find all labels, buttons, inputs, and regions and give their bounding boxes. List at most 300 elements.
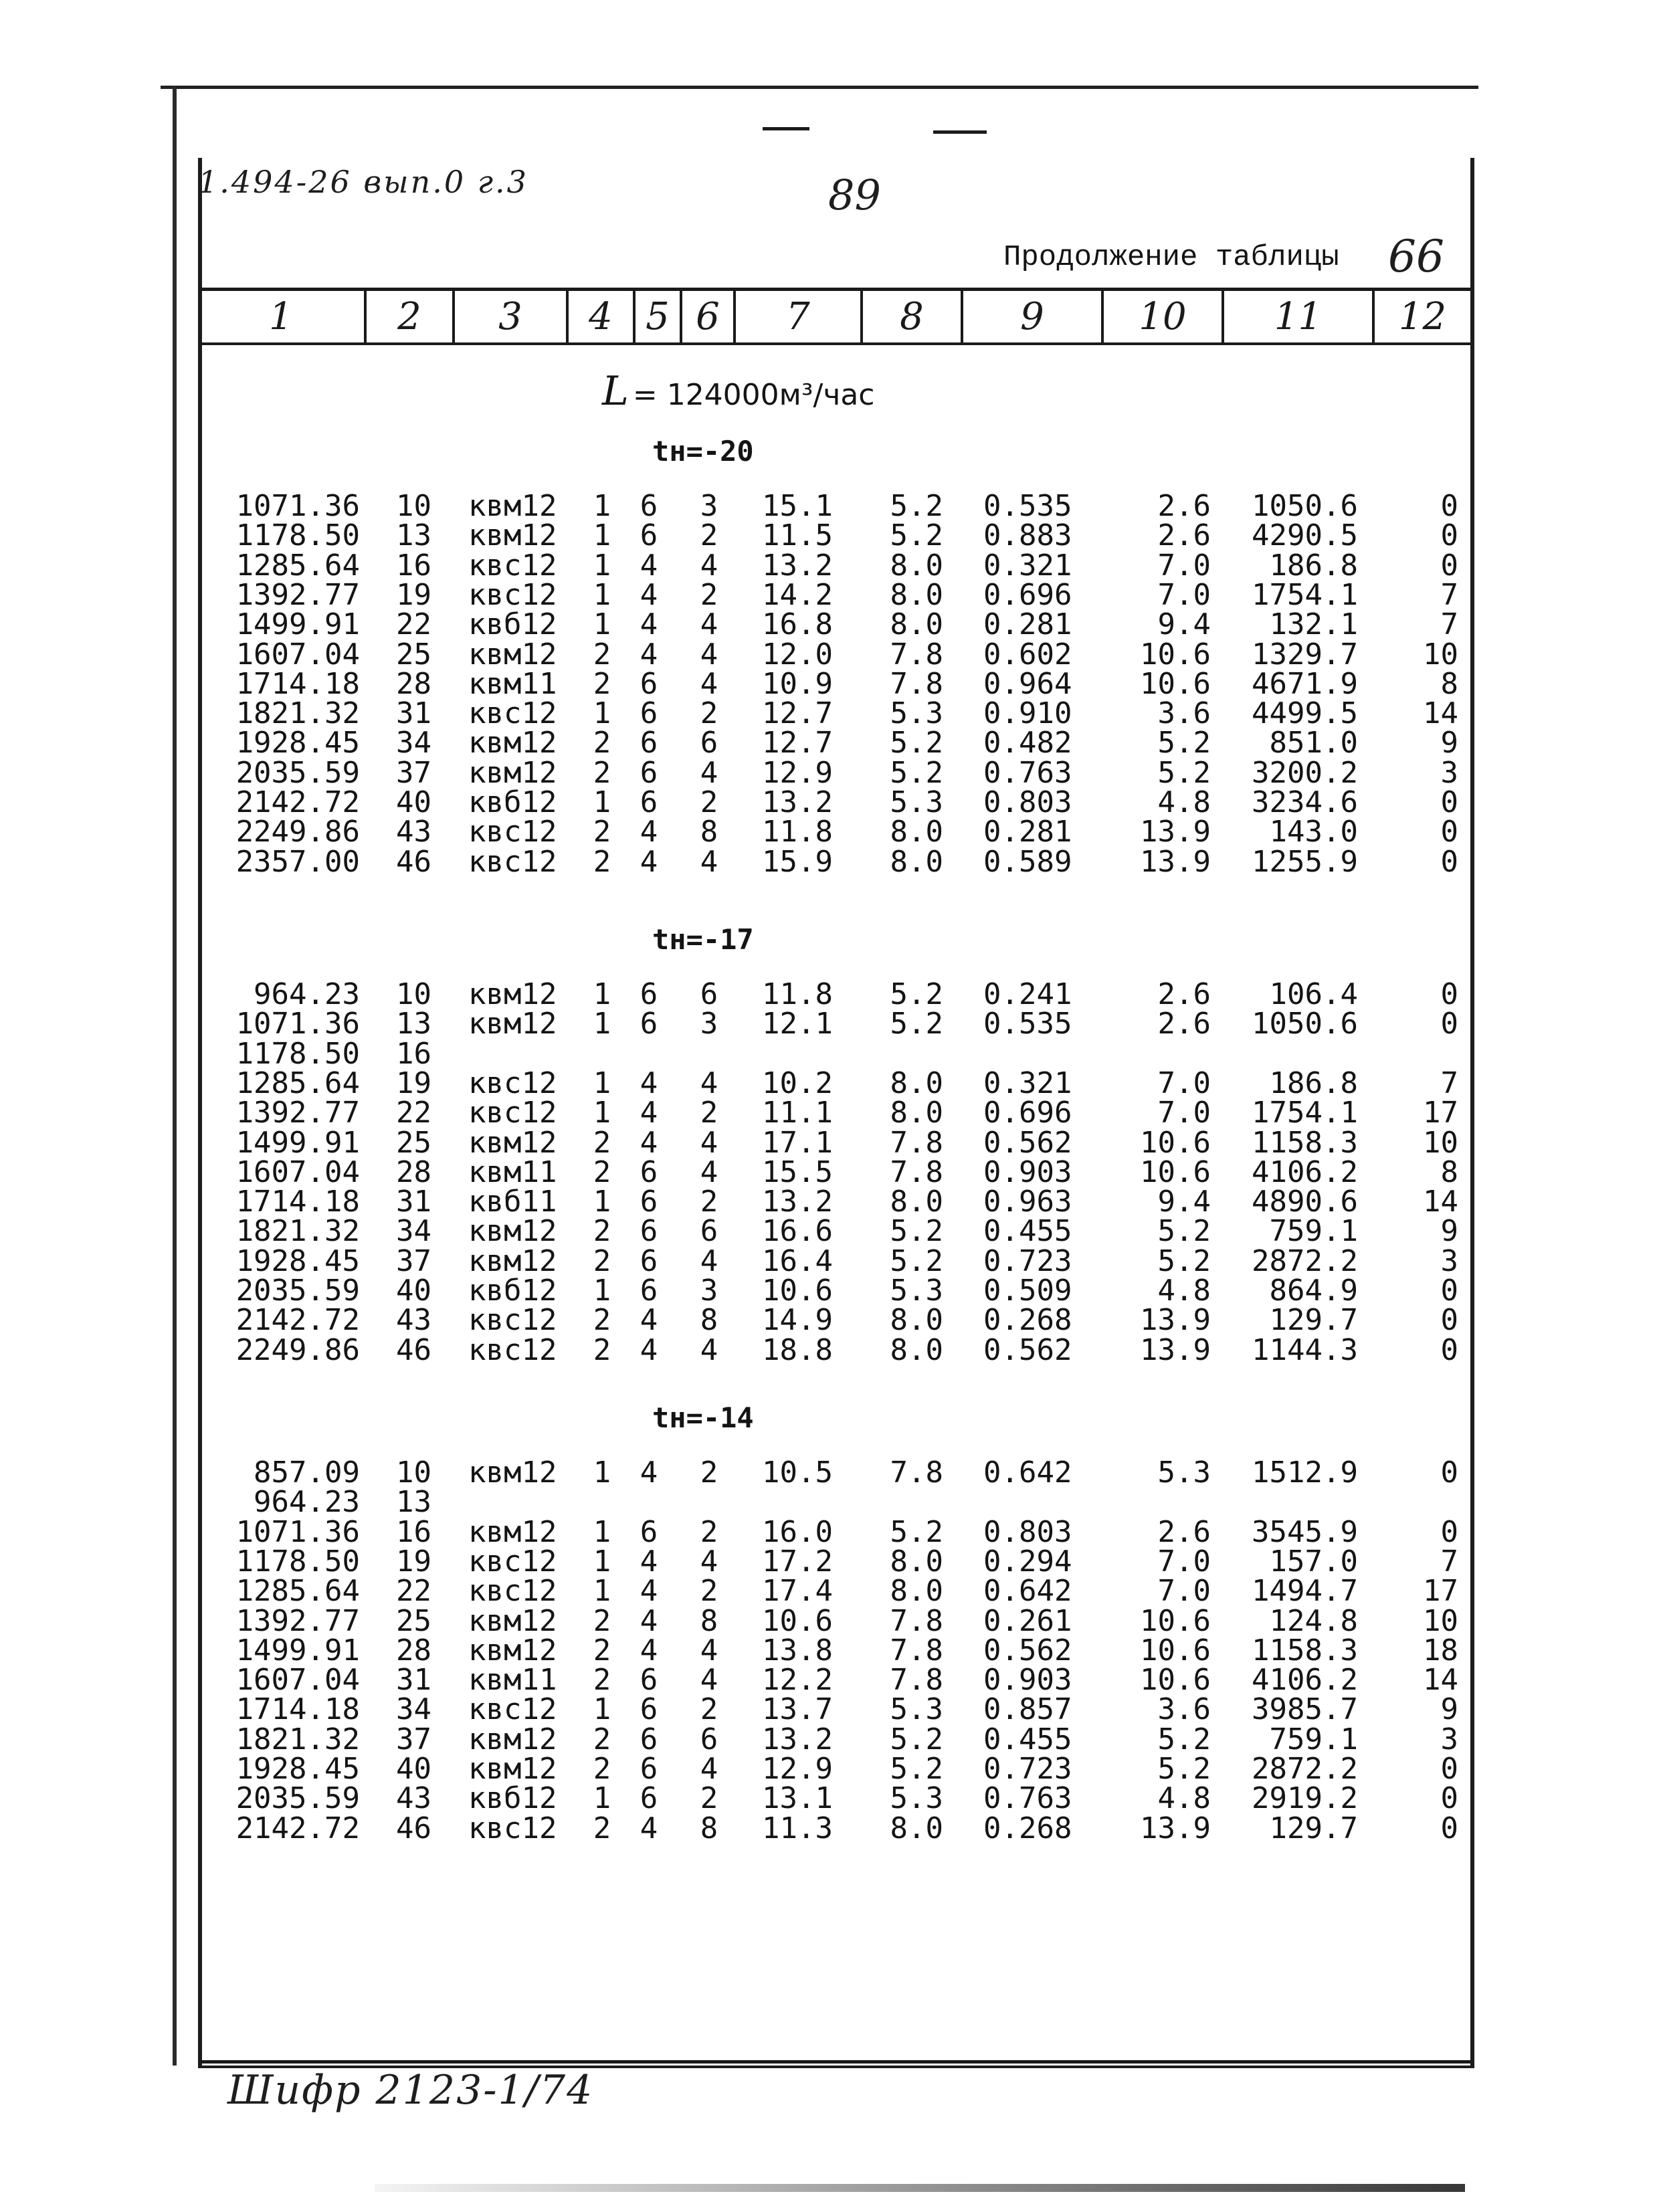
table-cell-col-5: 6 xyxy=(640,1514,658,1549)
table-cell-col-3: квс12 xyxy=(468,577,557,612)
table-cell-col-2: 43 xyxy=(396,1303,431,1338)
table-cell-col-10: 5.3 xyxy=(1157,1455,1211,1490)
table-cell-col-2: 16 xyxy=(396,1036,431,1071)
table-cell-col-8: 5.2 xyxy=(890,1243,943,1278)
table-cell-col-4: 1 xyxy=(593,518,611,553)
table-cell-col-5: 4 xyxy=(640,607,658,642)
table-cell-col-6: 2 xyxy=(700,1781,718,1816)
table-cell-col-3: квм12 xyxy=(468,1455,557,1490)
table-row xyxy=(0,1603,1659,1638)
table-cell-col-12: 17 xyxy=(1423,1574,1458,1609)
table-cell-col-4: 1 xyxy=(593,1514,611,1549)
table-cell-col-5: 6 xyxy=(640,696,658,731)
table-cell-col-4: 1 xyxy=(593,696,611,731)
table-cell-col-9: 0.763 xyxy=(983,1781,1072,1816)
table-cell-col-11: 759.1 xyxy=(1269,1722,1358,1756)
table-cell-col-8: 5.3 xyxy=(890,1692,943,1727)
table-cell-col-5: 6 xyxy=(640,1781,658,1816)
table-cell-col-7: 10.5 xyxy=(762,1455,833,1490)
table-row xyxy=(0,1125,1659,1160)
table-row xyxy=(0,637,1659,672)
table-cell-col-1: 1178.50 xyxy=(235,518,360,553)
table-cell-col-5: 6 xyxy=(640,1663,658,1698)
table-cell-col-7: 16.0 xyxy=(762,1514,833,1549)
table-cell-col-2: 13 xyxy=(396,1485,431,1520)
table-cell-col-5: 4 xyxy=(640,1603,658,1638)
table-cell-col-10: 9.4 xyxy=(1157,607,1211,642)
table-cell-col-12: 8 xyxy=(1440,1154,1458,1189)
table-cell-col-11: 3200.2 xyxy=(1252,755,1358,790)
table-cell-col-11: 132.1 xyxy=(1269,607,1358,642)
table-cell-col-5: 6 xyxy=(640,1007,658,1041)
table-cell-col-1: 1499.91 xyxy=(235,607,360,642)
header-rule xyxy=(198,342,1470,345)
table-cell-col-6: 4 xyxy=(700,1663,718,1698)
table-cell-col-4: 1 xyxy=(593,1781,611,1816)
table-cell-col-11: 157.0 xyxy=(1269,1544,1358,1579)
table-cell-col-9: 0.602 xyxy=(983,637,1072,672)
table-cell-col-2: 16 xyxy=(396,548,431,583)
table-cell-col-2: 46 xyxy=(396,1811,431,1845)
table-cell-col-6: 4 xyxy=(700,1332,718,1367)
table-row xyxy=(0,1485,1659,1520)
table-cell-col-6: 4 xyxy=(700,844,718,879)
column-header-9: 9 xyxy=(963,291,1104,342)
table-cell-col-3: квм11 xyxy=(468,1154,557,1189)
table-cell-col-1: 1071.36 xyxy=(235,489,360,523)
table-cell-col-5: 4 xyxy=(640,1125,658,1160)
table-cell-col-11: 1144.3 xyxy=(1252,1332,1358,1367)
table-row xyxy=(0,1781,1659,1816)
table-continued-label: Продолжение таблицы xyxy=(1003,241,1339,274)
table-cell-col-12: 3 xyxy=(1440,755,1458,790)
column-header-8: 8 xyxy=(863,291,963,342)
table-row xyxy=(0,548,1659,583)
table-cell-col-9: 0.261 xyxy=(983,1603,1072,1638)
table-cell-col-9: 0.281 xyxy=(983,607,1072,642)
table-cell-col-10: 3.6 xyxy=(1157,1692,1211,1727)
table-cell-col-9: 0.535 xyxy=(983,1007,1072,1041)
table-cell-col-2: 22 xyxy=(396,1096,431,1130)
table-cell-col-4: 2 xyxy=(593,815,611,849)
table-cell-col-11: 1255.9 xyxy=(1252,844,1358,879)
table-cell-col-5: 4 xyxy=(640,1332,658,1367)
table-cell-col-1: 1392.77 xyxy=(235,1096,360,1130)
table-cell-col-5: 4 xyxy=(640,548,658,583)
table-cell-col-1: 2142.72 xyxy=(235,785,360,819)
table-cell-col-2: 19 xyxy=(396,1544,431,1579)
table-cell-col-3: квс12 xyxy=(468,1544,557,1579)
table-cell-col-8: 5.2 xyxy=(890,1007,943,1041)
table-cell-col-11: 4290.5 xyxy=(1252,518,1358,553)
table-cell-col-1: 1607.04 xyxy=(235,637,360,672)
table-row xyxy=(0,755,1659,790)
table-cell-col-12: 14 xyxy=(1423,1663,1458,1698)
table-cell-col-2: 19 xyxy=(396,577,431,612)
table-cell-col-3: квм12 xyxy=(468,726,557,761)
table-cell-col-9: 0.964 xyxy=(983,666,1072,701)
table-cell-col-9: 0.294 xyxy=(983,1544,1072,1579)
table-cell-col-2: 40 xyxy=(396,1274,431,1308)
table-cell-col-3: квм12 xyxy=(468,1514,557,1549)
table-cell-col-9: 0.903 xyxy=(983,1154,1072,1189)
table-cell-col-9: 0.562 xyxy=(983,1332,1072,1367)
table-cell-col-2: 28 xyxy=(396,666,431,701)
table-cell-col-4: 1 xyxy=(593,1574,611,1609)
table-cell-col-3: квм12 xyxy=(468,755,557,790)
table-cell-col-4: 1 xyxy=(593,1066,611,1100)
section-title: tн=-17 xyxy=(652,923,754,956)
table-cell-col-12: 0 xyxy=(1440,1811,1458,1845)
table-cell-col-9: 0.509 xyxy=(983,1274,1072,1308)
table-cell-col-8: 8.0 xyxy=(890,548,943,583)
column-header-12: 12 xyxy=(1398,295,1447,338)
table-cell-col-10: 10.6 xyxy=(1140,637,1211,672)
table-cell-col-12: 0 xyxy=(1440,1303,1458,1338)
table-cell-col-1: 1285.64 xyxy=(235,1066,360,1100)
table-cell-col-8: 8.0 xyxy=(890,577,943,612)
table-cell-col-2: 31 xyxy=(396,1185,431,1219)
table-cell-col-1: 1285.64 xyxy=(235,1574,360,1609)
table-cell-col-3: квб12 xyxy=(468,1274,557,1308)
table-cell-col-3: квм12 xyxy=(468,1603,557,1638)
table-cell-col-4: 2 xyxy=(593,666,611,701)
table-cell-col-7: 10.6 xyxy=(762,1603,833,1638)
table-cell-col-10: 2.6 xyxy=(1157,518,1211,553)
table-cell-col-6: 6 xyxy=(700,1722,718,1756)
table-cell-col-11: 1754.1 xyxy=(1252,1096,1358,1130)
table-cell-col-4: 2 xyxy=(593,1332,611,1367)
table-cell-col-9: 0.763 xyxy=(983,755,1072,790)
page-number: 89 xyxy=(828,171,881,219)
table-cell-col-11: 1512.9 xyxy=(1252,1455,1358,1490)
table-cell-col-4: 2 xyxy=(593,726,611,761)
table-cell-col-4: 1 xyxy=(593,1544,611,1579)
table-cell-col-7: 11.5 xyxy=(762,518,833,553)
table-row xyxy=(0,1036,1659,1071)
table-cell-col-1: 2142.72 xyxy=(235,1811,360,1845)
table-row xyxy=(0,1633,1659,1668)
table-cell-col-6: 4 xyxy=(700,1633,718,1668)
table-cell-col-11: 1494.7 xyxy=(1252,1574,1358,1609)
table-cell-col-12: 10 xyxy=(1423,1603,1458,1638)
table-cell-col-10: 7.0 xyxy=(1157,1096,1211,1130)
table-cell-col-8: 5.2 xyxy=(890,1514,943,1549)
table-cell-col-10: 2.6 xyxy=(1157,489,1211,523)
table-cell-col-6: 2 xyxy=(700,1455,718,1490)
table-row xyxy=(0,1722,1659,1756)
table-cell-col-6: 4 xyxy=(700,755,718,790)
table-cell-col-7: 10.9 xyxy=(762,666,833,701)
table-cell-col-6: 4 xyxy=(700,1243,718,1278)
table-cell-col-5: 4 xyxy=(640,1066,658,1100)
table-row xyxy=(0,1214,1659,1249)
table-cell-col-1: 2035.59 xyxy=(235,755,360,790)
footer-rule xyxy=(198,2060,1470,2064)
table-cell-col-1: 2142.72 xyxy=(235,1303,360,1338)
table-cell-col-4: 2 xyxy=(593,1603,611,1638)
table-cell-col-8: 8.0 xyxy=(890,844,943,879)
table-cell-col-4: 2 xyxy=(593,1663,611,1698)
table-cell-col-6: 4 xyxy=(700,1066,718,1100)
table-cell-col-5: 4 xyxy=(640,1633,658,1668)
table-cell-col-12: 0 xyxy=(1440,548,1458,583)
table-cell-col-4: 1 xyxy=(593,489,611,523)
table-cell-col-5: 6 xyxy=(640,1722,658,1756)
table-cell-col-11: 851.0 xyxy=(1269,726,1358,761)
table-cell-col-12: 10 xyxy=(1423,1125,1458,1160)
table-cell-col-4: 2 xyxy=(593,1633,611,1668)
table-cell-col-6: 4 xyxy=(700,637,718,672)
table-row xyxy=(0,1332,1659,1367)
table-cell-col-4: 1 xyxy=(593,577,611,612)
table-cell-col-9: 0.268 xyxy=(983,1811,1072,1845)
table-cell-col-2: 13 xyxy=(396,1007,431,1041)
table-cell-col-8: 5.2 xyxy=(890,726,943,761)
table-row xyxy=(0,1544,1659,1579)
table-cell-col-6: 8 xyxy=(700,815,718,849)
table-cell-col-12: 18 xyxy=(1423,1633,1458,1668)
table-cell-col-6: 3 xyxy=(700,1007,718,1041)
table-cell-col-12: 0 xyxy=(1440,815,1458,849)
table-cell-col-7: 12.2 xyxy=(762,1663,833,1698)
table-cell-col-7: 17.1 xyxy=(762,1125,833,1160)
table-cell-col-7: 15.9 xyxy=(762,844,833,879)
table-cell-col-5: 6 xyxy=(640,785,658,819)
table-cell-col-9: 0.963 xyxy=(983,1185,1072,1219)
column-header-11: 11 xyxy=(1224,291,1375,342)
table-cell-col-6: 6 xyxy=(700,977,718,1011)
table-cell-col-3: квс12 xyxy=(468,1692,557,1727)
table-cell-col-7: 16.6 xyxy=(762,1214,833,1249)
table-cell-col-8: 8.0 xyxy=(890,1332,943,1367)
table-cell-col-2: 46 xyxy=(396,844,431,879)
table-cell-col-5: 4 xyxy=(640,815,658,849)
table-cell-col-1: 1714.18 xyxy=(235,666,360,701)
table-cell-col-2: 40 xyxy=(396,1752,431,1786)
table-cell-col-12: 0 xyxy=(1440,1514,1458,1549)
table-cell-col-2: 10 xyxy=(396,977,431,1011)
table-cell-col-11: 2919.2 xyxy=(1252,1781,1358,1816)
table-cell-col-10: 5.2 xyxy=(1157,726,1211,761)
table-row xyxy=(0,1811,1659,1845)
table-cell-col-8: 8.0 xyxy=(890,1066,943,1100)
table-cell-col-7: 15.5 xyxy=(762,1154,833,1189)
table-cell-col-1: 1607.04 xyxy=(235,1154,360,1189)
table-row xyxy=(0,1754,1659,1784)
table-cell-col-11: 1754.1 xyxy=(1252,577,1358,612)
table-cell-col-1: 2249.86 xyxy=(235,815,360,849)
table-cell-col-11: 4499.5 xyxy=(1252,696,1358,731)
table-row xyxy=(0,844,1659,879)
table-cell-col-11: 2872.2 xyxy=(1252,1243,1358,1278)
table-cell-col-7: 16.8 xyxy=(762,607,833,642)
table-cell-col-5: 6 xyxy=(640,518,658,553)
table-cell-col-3: квм12 xyxy=(468,1125,557,1160)
flow-rate-value: = 124000м³/час xyxy=(632,378,875,412)
table-cell-col-8: 8.0 xyxy=(890,1544,943,1579)
table-cell-col-5: 4 xyxy=(640,1574,658,1609)
table-cell-col-4: 2 xyxy=(593,1154,611,1189)
table-cell-col-11: 3985.7 xyxy=(1252,1692,1358,1727)
table-cell-col-7: 18.8 xyxy=(762,1332,833,1367)
table-cell-col-3: квм12 xyxy=(468,1243,557,1278)
table-cell-col-5: 6 xyxy=(640,1214,658,1249)
table-cell-col-12: 8 xyxy=(1440,666,1458,701)
table-cell-col-1: 1607.04 xyxy=(235,1663,360,1698)
table-cell-col-2: 10 xyxy=(396,489,431,523)
table-cell-col-11: 186.8 xyxy=(1269,1066,1358,1100)
table-cell-col-12: 3 xyxy=(1440,1722,1458,1756)
table-cell-col-3: квс12 xyxy=(468,1096,557,1130)
table-row xyxy=(0,1692,1659,1727)
table-cell-col-1: 1499.91 xyxy=(235,1125,360,1160)
table-cell-col-7: 13.2 xyxy=(762,785,833,819)
table-cell-col-7: 12.1 xyxy=(762,1007,833,1041)
table-cell-col-8: 8.0 xyxy=(890,1574,943,1609)
table-cell-col-8: 5.2 xyxy=(890,489,943,523)
table-cell-col-10: 3.6 xyxy=(1157,696,1211,731)
table-cell-col-11: 4890.6 xyxy=(1252,1185,1358,1219)
column-header-2: 2 xyxy=(367,291,455,342)
table-cell-col-7: 11.8 xyxy=(762,815,833,849)
table-cell-col-9: 0.723 xyxy=(983,1243,1072,1278)
column-header-1: 1 xyxy=(198,291,367,342)
table-row xyxy=(0,977,1659,1011)
table-cell-col-2: 43 xyxy=(396,815,431,849)
table-cell-col-9: 0.723 xyxy=(983,1752,1072,1786)
table-row xyxy=(0,696,1659,731)
table-cell-col-12: 0 xyxy=(1440,518,1458,553)
table-cell-col-10: 10.6 xyxy=(1140,1603,1211,1638)
table-cell-col-2: 37 xyxy=(396,755,431,790)
table-cell-col-10: 13.9 xyxy=(1140,1811,1211,1845)
table-cell-col-9: 0.562 xyxy=(983,1125,1072,1160)
table-cell-col-5: 4 xyxy=(640,1455,658,1490)
table-cell-col-11: 4106.2 xyxy=(1252,1663,1358,1698)
table-cell-col-4: 1 xyxy=(593,1096,611,1130)
table-cell-col-12: 0 xyxy=(1440,977,1458,1011)
table-cell-col-3: квм12 xyxy=(468,1633,557,1668)
table-row xyxy=(0,1098,1659,1128)
table-cell-col-9: 0.589 xyxy=(983,844,1072,879)
table-cell-col-5: 6 xyxy=(640,755,658,790)
table-cell-col-1: 2035.59 xyxy=(235,1274,360,1308)
table-cell-col-12: 7 xyxy=(1440,607,1458,642)
table-cell-col-9: 0.642 xyxy=(983,1574,1072,1609)
table-cell-col-4: 1 xyxy=(593,977,611,1011)
table-cell-col-9: 0.455 xyxy=(983,1214,1072,1249)
table-cell-col-3: квс12 xyxy=(468,1332,557,1367)
scan-streak xyxy=(375,2184,1465,2192)
table-cell-col-10: 7.0 xyxy=(1157,1066,1211,1100)
table-cell-col-1: 1714.18 xyxy=(235,1185,360,1219)
table-cell-col-12: 0 xyxy=(1440,489,1458,523)
table-cell-col-9: 0.562 xyxy=(983,1633,1072,1668)
table-cell-col-6: 2 xyxy=(700,1514,718,1549)
table-cell-col-5: 6 xyxy=(640,1243,658,1278)
table-cell-col-6: 8 xyxy=(700,1603,718,1638)
table-cell-col-11: 186.8 xyxy=(1269,548,1358,583)
table-cell-col-4: 1 xyxy=(593,1274,611,1308)
table-cell-col-10: 4.8 xyxy=(1157,785,1211,819)
table-cell-col-7: 13.7 xyxy=(762,1692,833,1727)
table-cell-col-6: 2 xyxy=(700,1692,718,1727)
table-cell-col-8: 7.8 xyxy=(890,1633,943,1668)
table-cell-col-5: 6 xyxy=(640,726,658,761)
table-cell-col-6: 8 xyxy=(700,1303,718,1338)
table-cell-col-3: квм11 xyxy=(468,1663,557,1698)
table-cell-col-5: 6 xyxy=(640,1154,658,1189)
table-cell-col-3: квс12 xyxy=(468,1811,557,1845)
table-cell-col-12: 0 xyxy=(1440,1455,1458,1490)
table-cell-col-12: 0 xyxy=(1440,844,1458,879)
flow-symbol: L xyxy=(602,368,629,415)
table-cell-col-7: 13.2 xyxy=(762,1722,833,1756)
table-cell-col-6: 6 xyxy=(700,726,718,761)
table-cell-col-11: 1329.7 xyxy=(1252,637,1358,672)
table-cell-col-8: 5.2 xyxy=(890,1214,943,1249)
table-cell-col-1: 1928.45 xyxy=(235,1752,360,1786)
table-cell-col-10: 13.9 xyxy=(1140,844,1211,879)
table-row xyxy=(0,577,1659,612)
table-cell-col-3: квб11 xyxy=(468,1185,557,1219)
table-cell-col-9: 0.857 xyxy=(983,1692,1072,1727)
table-cell-col-8: 5.3 xyxy=(890,696,943,731)
table-cell-col-6: 2 xyxy=(700,518,718,553)
section-title: tн=-14 xyxy=(652,1401,754,1434)
table-cell-col-10: 13.9 xyxy=(1140,815,1211,849)
table-cell-col-12: 3 xyxy=(1440,1243,1458,1278)
table-cell-col-2: 25 xyxy=(396,1603,431,1638)
table-cell-col-11: 3545.9 xyxy=(1252,1514,1358,1549)
column-header-7: 7 xyxy=(736,291,863,342)
table-cell-col-10: 10.6 xyxy=(1140,1663,1211,1698)
table-cell-col-2: 37 xyxy=(396,1243,431,1278)
table-cell-col-3: квм11 xyxy=(468,666,557,701)
table-cell-col-8: 7.8 xyxy=(890,637,943,672)
table-cell-col-10: 4.8 xyxy=(1157,1274,1211,1308)
table-cell-col-1: 1821.32 xyxy=(235,696,360,731)
table-cell-col-10: 5.2 xyxy=(1157,1722,1211,1756)
table-row xyxy=(0,785,1659,819)
dash-mark xyxy=(933,130,987,134)
table-cell-col-2: 16 xyxy=(396,1514,431,1549)
table-cell-col-1: 2035.59 xyxy=(235,1781,360,1816)
table-cell-col-7: 16.4 xyxy=(762,1243,833,1278)
table-cell-col-12: 0 xyxy=(1440,1332,1458,1367)
table-cell-col-8: 7.8 xyxy=(890,1663,943,1698)
table-cell-col-12: 17 xyxy=(1423,1096,1458,1130)
table-cell-col-9: 0.321 xyxy=(983,1066,1072,1100)
table-cell-col-3: квм12 xyxy=(468,637,557,672)
table-cell-col-12: 9 xyxy=(1440,1214,1458,1249)
table-cell-col-9: 0.321 xyxy=(983,548,1072,583)
table-cell-col-2: 34 xyxy=(396,1214,431,1249)
table-row xyxy=(0,1243,1659,1278)
table-cell-col-1: 1071.36 xyxy=(235,1514,360,1549)
table-cell-col-1: 2249.86 xyxy=(235,1332,360,1367)
table-cell-col-12: 0 xyxy=(1440,1007,1458,1041)
table-cell-col-7: 12.9 xyxy=(762,1752,833,1786)
table-row xyxy=(0,1066,1659,1100)
column-header-6: 6 xyxy=(682,291,736,342)
table-cell-col-12: 14 xyxy=(1423,696,1458,731)
table-cell-col-3: квм12 xyxy=(468,977,557,1011)
table-cell-col-12: 0 xyxy=(1440,1752,1458,1786)
table-cell-col-3: квм12 xyxy=(468,518,557,553)
table-row xyxy=(0,1187,1659,1217)
